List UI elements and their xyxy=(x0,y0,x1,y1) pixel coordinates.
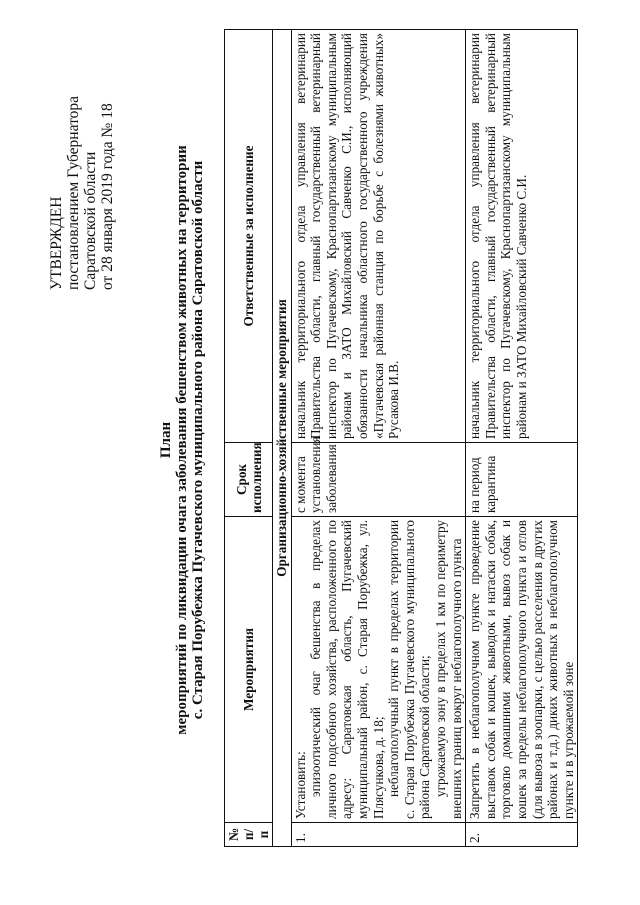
header-num: № п/п xyxy=(225,823,273,847)
activity-line: эпизоотический очаг бешенства в пределах личного подсобного хозяйства, расположенного по адресу: Саратовская область, Пугачевский муниципальный район, с. Старая Порубежка, ул. Плясункова, д. 18; xyxy=(308,520,386,819)
approval-stamp xyxy=(48,30,116,290)
plan-title-subject: мероприятий по ликвидации очага заболевания бешенством животных на территории xyxy=(174,145,190,735)
table-row xyxy=(291,30,466,847)
row-num: 2. xyxy=(466,823,578,847)
row-responsible: начальник территориального отдела управления ветеринарии Правительства области, главный государственный ветеринарный инспектор по Пугачевскому, Краснопартизанскому муниципальным районам и ЗАТО Михайловский Савченко С.И., исполняющий обязанности начальника областного государственного учреждения «Пугачевская районная станция по борьбе с болезнями животных» Русакова И.В. xyxy=(291,30,466,443)
header-responsible: Ответственные за исполнение xyxy=(225,30,273,443)
activity-line: неблагополучный пункт в пределах территории с. Старая Порубежка Пугачевского муниципального района Саратовской области; xyxy=(386,520,433,819)
approval-region: Саратовской области xyxy=(82,151,99,290)
table-row xyxy=(466,30,578,847)
row-term: на период карантина xyxy=(466,443,578,517)
row-term: с момента установления заболевания xyxy=(291,443,466,517)
row-responsible: начальник территориального отдела управления ветеринарии Правительства области, главный государственный ветеринарный инспектор по Пугачевскому, Краснопартизанскому муниципальным районам и ЗАТО Михайловский Савченко С.И. xyxy=(466,30,578,443)
section-title: Организационно-хозяйственные мероприятия xyxy=(273,30,292,847)
row-num: 1. xyxy=(291,823,466,847)
row-activity xyxy=(291,517,466,823)
approval-authority: постановлением Губернатора xyxy=(65,95,82,290)
plan-title xyxy=(158,25,206,855)
approval-date: от 28 января 2019 года № 18 xyxy=(99,103,116,290)
header-term: Срок исполнения xyxy=(225,443,273,517)
table-header-row xyxy=(225,30,273,847)
header-activity: Мероприятия xyxy=(225,517,273,823)
activity-line: Установить: xyxy=(292,751,308,819)
activity-line: угрожаемую зону в пределах 1 км по периметру внешних границ вокруг неблагополучного пункта xyxy=(432,520,464,819)
plan-title-location: с. Старая Порубежка Пугачевского муниципального района Саратовской области xyxy=(190,160,206,720)
row-activity: Запретить в неблагополучном пункте проведение выставок собак и кошек, выводок и натаски собак, торговлю домашними животными, вывоз собак и кошек за пределы неблагополучного пункта и отлов (для вывоза в зоопарки, с целью расселения в других районах и т.д.) диких животных в неблагополучном пункте и в угрожаемой зоне xyxy=(466,517,578,823)
rotated-content xyxy=(40,25,610,855)
plan-table xyxy=(224,29,578,847)
plan-title-word: План xyxy=(158,421,174,459)
section-row xyxy=(273,30,292,847)
approval-word: УТВЕРЖДЕН xyxy=(48,196,65,290)
